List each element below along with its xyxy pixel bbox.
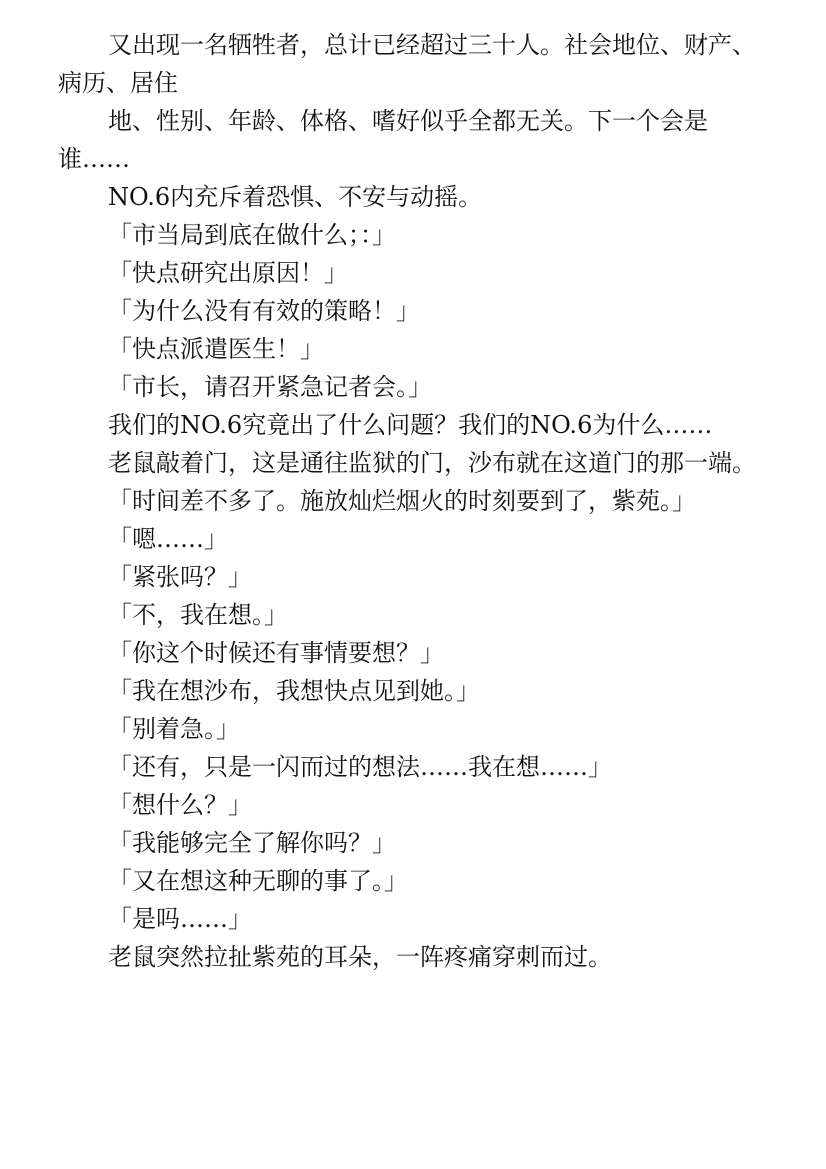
dialogue-line-5: 「市长，请召开紧急记者会。」 (108, 373, 432, 401)
dialogue-line-1: 「市当局到底在做什么；：」 (108, 221, 396, 249)
dialogue-line-7: 「嗯……」 (108, 525, 228, 553)
paragraph-3: NO.6内充斥着恐惧、不安与动摇。 (108, 183, 483, 211)
dialogue-line-10: 「你这个时候还有事情要想？」 (108, 639, 444, 667)
dialogue-line-3: 「为什么没有有效的策略！」 (108, 297, 420, 325)
paragraph-4: 我们的NO.6究竟出了什么问题？我们的NO.6为什么…… (108, 411, 713, 439)
paragraph-5: 老鼠敲着门，这是通往监狱的门，沙布就在这道门的那一端。 (108, 449, 756, 477)
dialogue-line-8: 「紧张吗？」 (108, 563, 252, 591)
dialogue-line-9: 「不，我在想。」 (108, 601, 288, 629)
paragraph-1: 又出现一名牺牲者，总计已经超过三十人。社会地位、财产、病历、居住 (58, 31, 756, 97)
paragraph-2: 地、性别、年龄、体格、嗜好似乎全都无关。下一个会是谁…… (58, 107, 708, 173)
paragraph-6: 老鼠突然拉扯紫苑的耳朵，一阵疼痛穿刺而过。 (108, 943, 612, 971)
dialogue-line-2: 「快点研究出原因！」 (108, 259, 348, 287)
dialogue-line-11: 「我在想沙布，我想快点见到她。」 (108, 677, 480, 705)
dialogue-line-14: 「想什么？」 (108, 791, 252, 819)
dialogue-line-4: 「快点派遣医生！」 (108, 335, 324, 363)
dialogue-line-17: 「是吗……」 (108, 905, 252, 933)
dialogue-line-6: 「时间差不多了。施放灿烂烟火的时刻要到了，紫苑。」 (108, 487, 696, 515)
dialogue-line-13: 「还有，只是一闪而过的想法……我在想……」 (108, 753, 612, 781)
dialogue-line-16: 「又在想这种无聊的事了。」 (108, 867, 408, 895)
dialogue-line-12: 「别着急。」 (108, 715, 240, 743)
dialogue-line-15: 「我能够完全了解你吗？」 (108, 829, 396, 857)
